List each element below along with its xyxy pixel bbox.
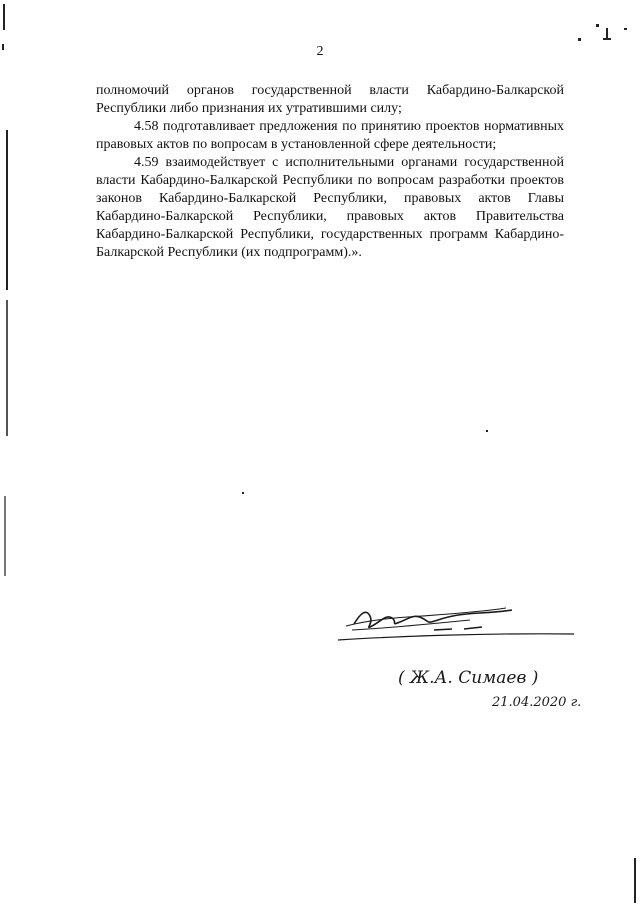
scan-edge-mark [3, 4, 5, 30]
scan-dot [624, 28, 627, 30]
scan-dot [596, 24, 599, 27]
page-number: 2 [316, 44, 324, 59]
scan-dot [603, 38, 611, 40]
paragraph-4-59: 4.59 взаимодействует с исполнительными органами государственной власти Кабардино-Балкарской Республики по вопросам разработки проектов законов Кабардино-Балкарской Республики, правовых актов Главы Кабардино-Балкарской Республики, правовых актов Правительства Кабардино-Балкарской Республики, государственных программ Кабардино-Балкарской Республики (их подпрограмм).». [96, 155, 564, 260]
scan-dot [606, 28, 608, 38]
document-body [96, 82, 564, 262]
scan-edge-mark [634, 858, 636, 903]
scan-dot [578, 38, 581, 41]
signature-date: 21.04.2020 г. [492, 695, 582, 710]
paragraph-4-58: 4.58 подготавливает предложения по принятию проектов нормативных правовых актов по вопросам в установленной сфере деятельности; [96, 119, 564, 152]
scan-edge-mark [6, 130, 8, 290]
scan-dot [486, 430, 488, 432]
scan-edge-mark [6, 300, 8, 436]
handwritten-signature [330, 596, 590, 656]
signature-name: ( Ж.А. Симаев ) [398, 668, 539, 688]
scan-edge-mark [4, 496, 6, 576]
paragraph-continuation: полномочий органов государственной власти Кабардино-Балкарской Республики либо признания их утратившими силу; [96, 83, 564, 116]
scan-dot [242, 492, 244, 494]
